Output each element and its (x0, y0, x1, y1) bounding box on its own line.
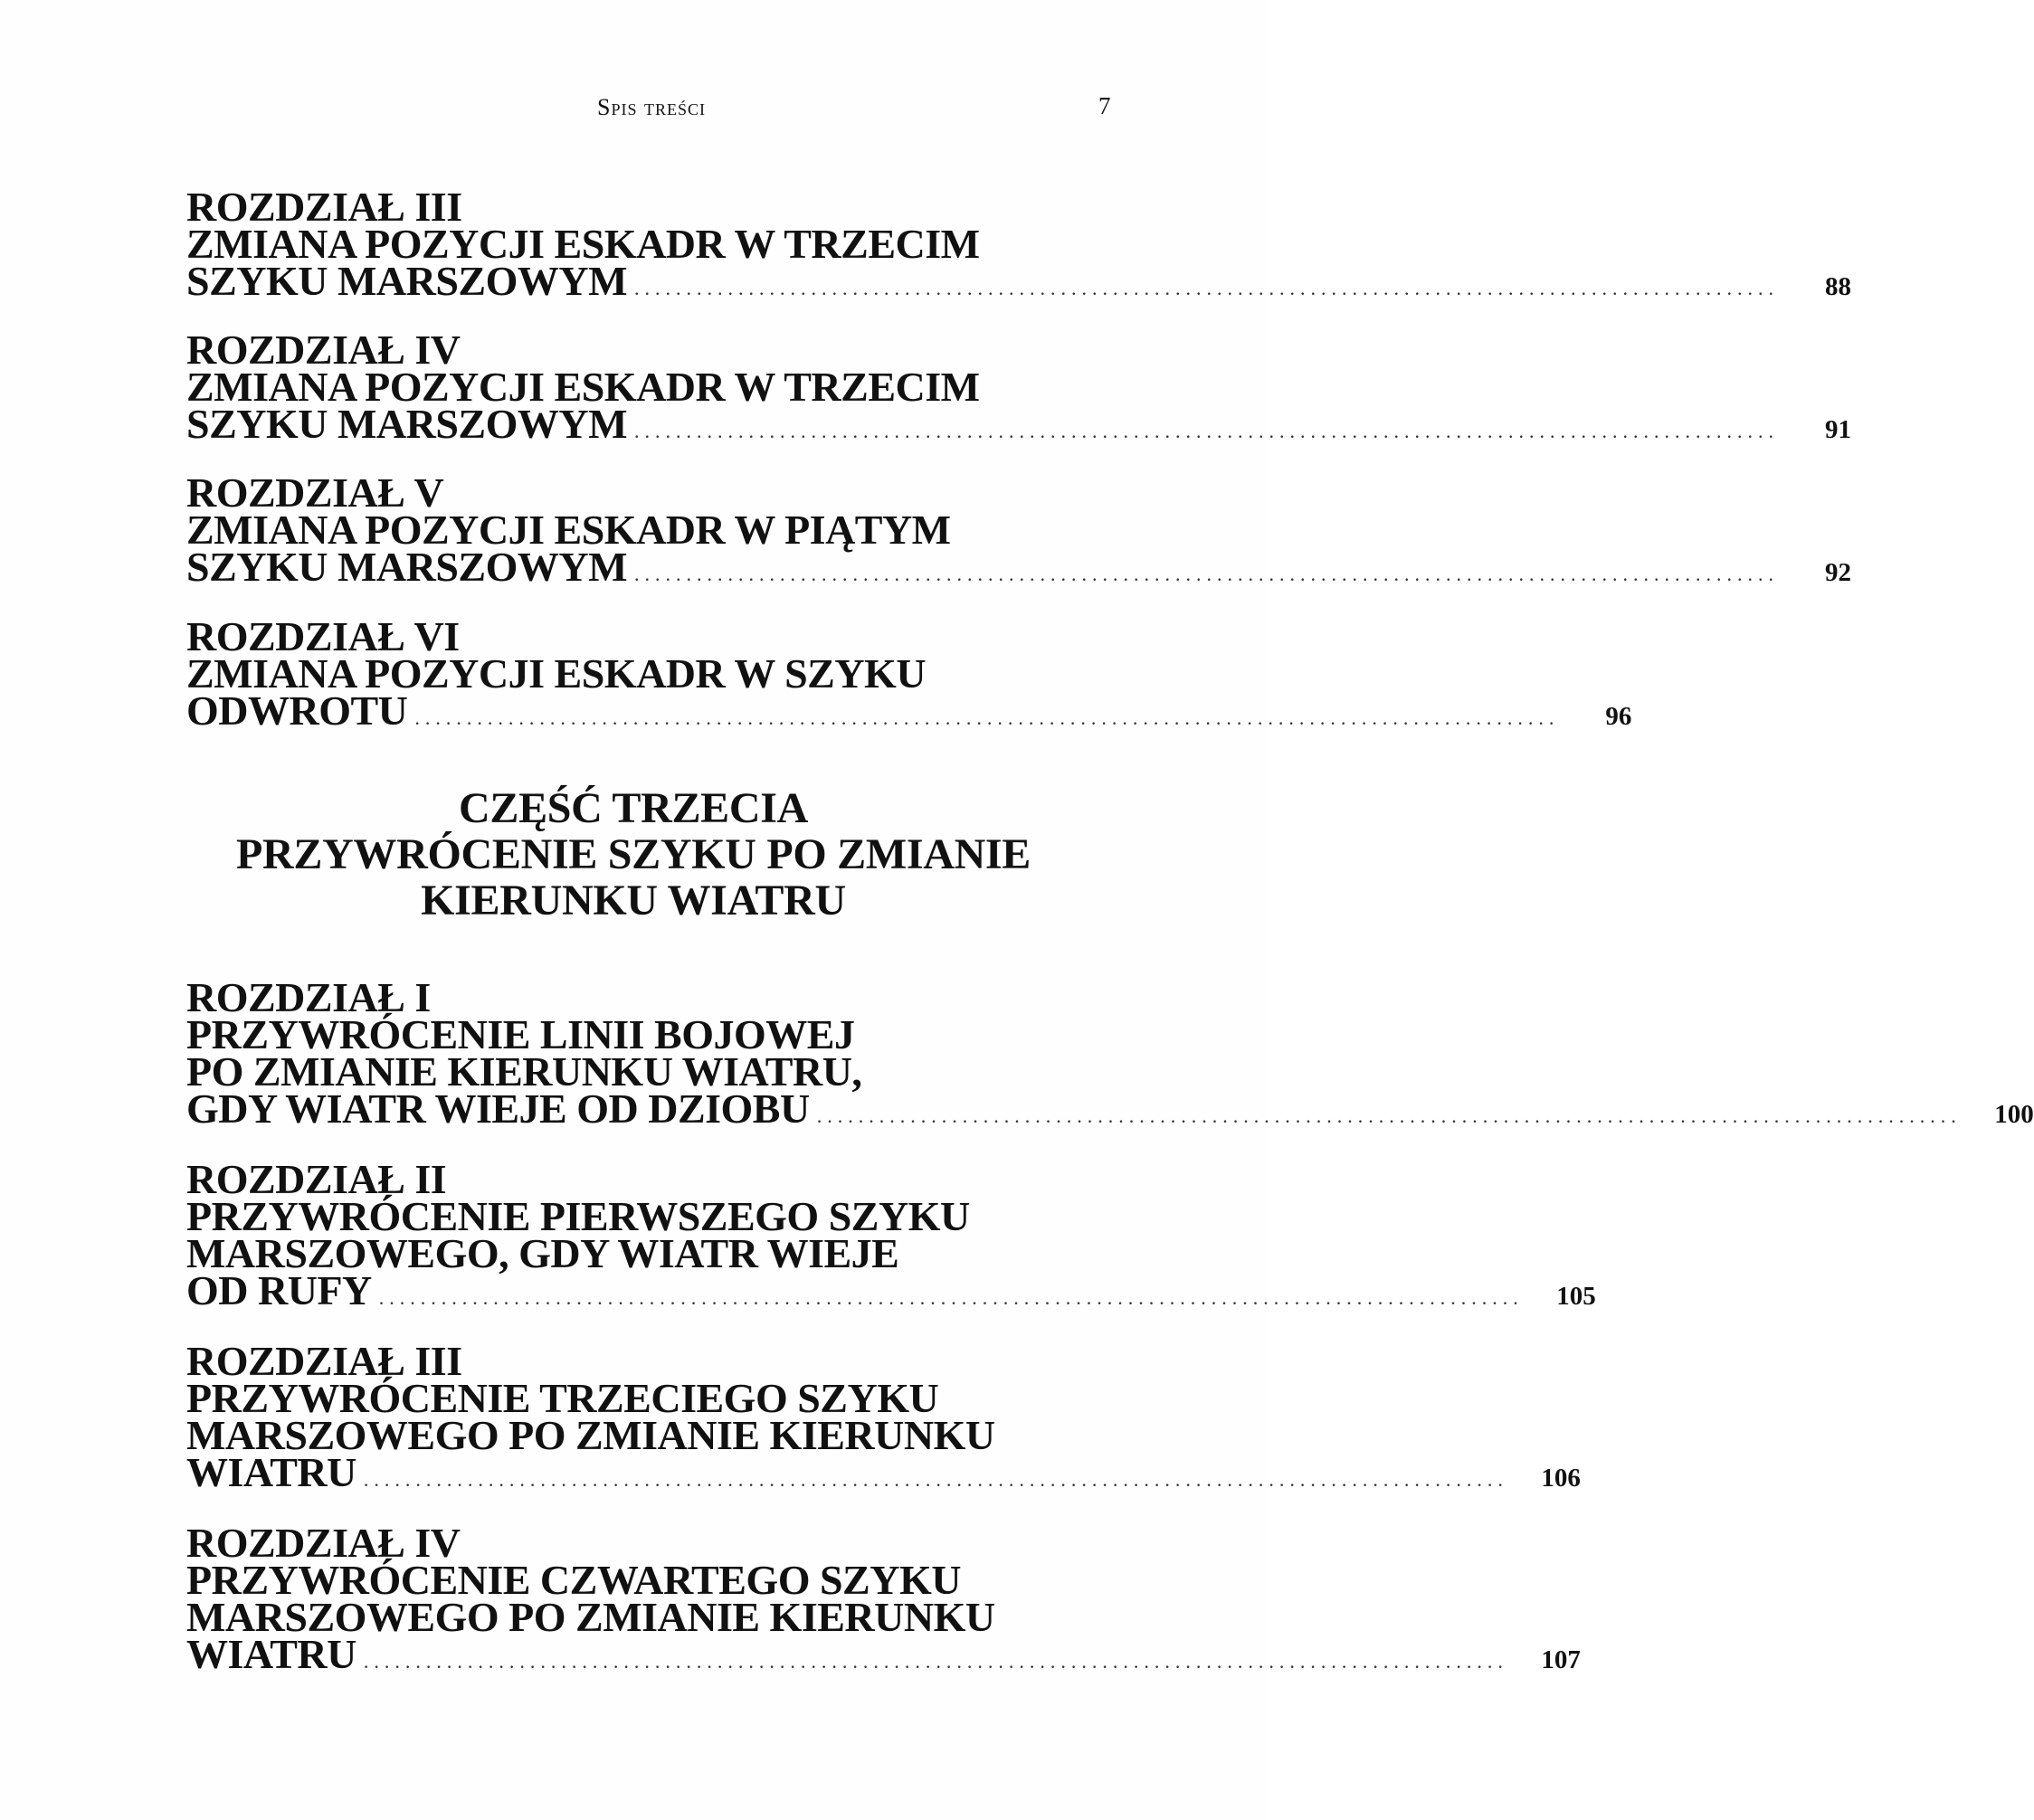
chapter-title-last-line (186, 1449, 1581, 1498)
chapter-number: ROZDZIAŁ II (186, 1156, 447, 1202)
chapter-number: ROZDZIAŁ VI (186, 613, 460, 659)
part-subtitle-line: PRZYWRÓCENIE SZYKU PO ZMIANIE (235, 830, 1031, 878)
part-subtitle-line: KIERUNKU WIATRU (421, 877, 846, 924)
dot-leader: .............................................................................................................. (363, 1468, 1508, 1491)
chapter-page-number: 92 (1825, 558, 1852, 587)
chapter-title-last-line (186, 687, 1632, 736)
toc-entry[interactable] (186, 613, 1632, 736)
dot-leader: .............................................................................................................. (634, 563, 1780, 585)
chapter-number: ROZDZIAŁ IV (186, 1520, 461, 1566)
chapter-title-last-line (186, 1631, 1581, 1680)
chapter-number: ROZDZIAŁ IV (186, 327, 461, 373)
dot-leader: .............................................................................................................. (414, 706, 1560, 729)
chapter-title-last-line (186, 258, 1852, 307)
toc-entry[interactable] (186, 327, 1852, 450)
page-number: 7 (1098, 92, 1111, 119)
dot-leader: .............................................................................................................. (816, 1104, 1962, 1127)
chapter-title-line: PRZYWRÓCENIE PIERWSZEGO SZYKU (186, 1193, 970, 1239)
chapter-title-last-line (186, 1267, 1596, 1316)
toc-entry[interactable] (186, 1520, 1581, 1680)
chapter-title-line: SZYKU MARSZOWYM (186, 401, 628, 447)
chapter-title-line: WIATRU (186, 1631, 356, 1677)
chapter-page-number: 107 (1541, 1645, 1581, 1674)
chapter-page-number: 88 (1825, 272, 1852, 301)
chapter-page-number: 106 (1541, 1464, 1581, 1493)
dot-leader: .............................................................................................................. (634, 420, 1780, 442)
chapter-page-number: 96 (1605, 702, 1632, 731)
chapter-title-line: WIATRU (186, 1449, 356, 1495)
chapter-title-last-line (186, 544, 1852, 592)
chapter-title-line: PO ZMIANIE KIERUNKU WIATRU, (186, 1048, 862, 1095)
chapter-title-line: MARSZOWEGO PO ZMIANIE KIERUNKU (186, 1412, 995, 1458)
chapter-title-line: MARSZOWEGO PO ZMIANIE KIERUNKU (186, 1594, 995, 1640)
toc-entry[interactable] (186, 1156, 1596, 1316)
chapter-title-line: ODWROTU (186, 687, 408, 734)
part-title: CZĘŚĆ TRZECIA (458, 784, 808, 832)
chapter-title-last-line (186, 1085, 2034, 1134)
dot-leader: .............................................................................................................. (378, 1286, 1524, 1309)
chapter-number: ROZDZIAŁ III (186, 184, 462, 230)
chapter-title-line: SZYKU MARSZOWYM (186, 258, 628, 304)
toc-entry[interactable] (186, 184, 1852, 307)
chapter-title-line: ZMIANA POZYCJI ESKADR W PIĄTYM (186, 507, 951, 553)
chapter-title-line: PRZYWRÓCENIE LINII BOJOWEJ (186, 1011, 855, 1057)
chapter-title-line: ZMIANA POZYCJI ESKADR W TRZECIM (186, 221, 980, 267)
dot-leader: .............................................................................................................. (634, 277, 1780, 299)
chapter-title-line: ZMIANA POZYCJI ESKADR W TRZECIM (186, 364, 980, 410)
chapter-title-line: OD RUFY (186, 1267, 372, 1313)
chapter-title-line: SZYKU MARSZOWYM (186, 544, 628, 590)
chapter-number: ROZDZIAŁ I (186, 974, 431, 1020)
chapter-title-line: PRZYWRÓCENIE CZWARTEGO SZYKU (186, 1557, 961, 1603)
chapter-page-number: 100 (1994, 1100, 2034, 1129)
running-title: Spis treści (597, 94, 706, 120)
chapter-number: ROZDZIAŁ V (186, 469, 444, 516)
chapter-title-line: PRZYWRÓCENIE TRZECIEGO SZYKU (186, 1375, 939, 1421)
chapter-title-line: MARSZOWEGO, GDY WIATR WIEJE (186, 1230, 899, 1276)
chapter-page-number: 105 (1556, 1282, 1596, 1311)
part-heading (0, 785, 1267, 924)
toc-entry[interactable] (186, 1338, 1581, 1498)
toc-entry[interactable] (186, 974, 2034, 1134)
chapter-title-line: ZMIANA POZYCJI ESKADR W SZYKU (186, 650, 927, 697)
chapter-title-line: GDY WIATR WIEJE OD DZIOBU (186, 1085, 810, 1132)
chapter-number: ROZDZIAŁ III (186, 1338, 462, 1384)
running-head (0, 90, 1267, 127)
toc-entry[interactable] (186, 469, 1852, 592)
chapter-page-number: 91 (1825, 415, 1852, 444)
chapter-title-last-line (186, 401, 1852, 450)
dot-leader: .............................................................................................................. (363, 1650, 1508, 1673)
